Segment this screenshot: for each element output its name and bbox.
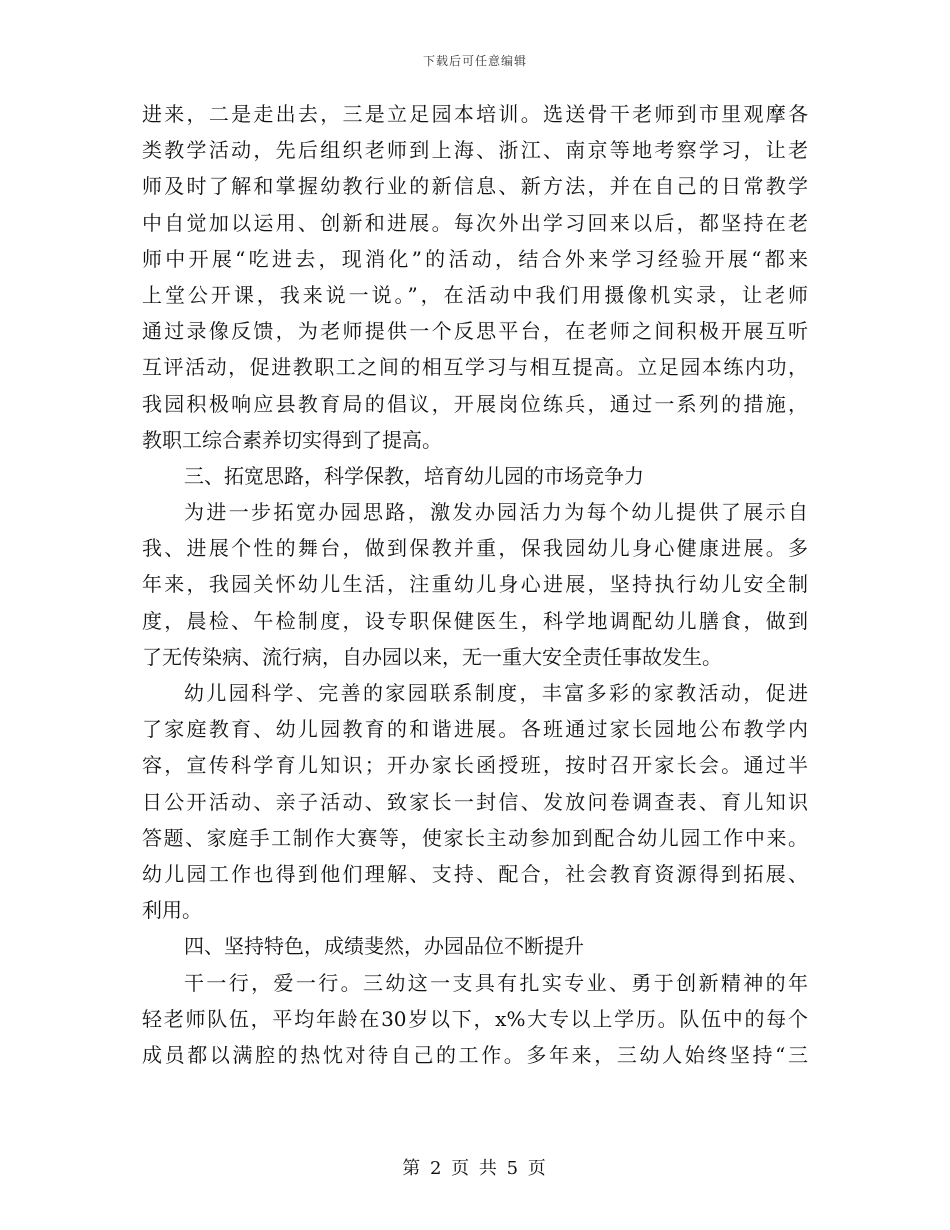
- text-line: 类教学活动，先后组织老师到上海、浙江、南京等地考察学习，让老: [142, 138, 808, 163]
- text-line: 答题、家庭手工制作大赛等，使家长主动参加到配合幼儿园工作中来。: [142, 825, 808, 850]
- document-body: [142, 96, 808, 1073]
- text-line: 上堂公开课，我来说一说。”，在活动中我们用摄像机实录，让老师: [142, 282, 808, 307]
- text-line: 互评活动，促进教职工之间的相互学习与相互提高。立足园本练内功，: [142, 355, 808, 380]
- text-line: 我、进展个性的舞台，做到保教并重，保我园幼儿身心健康进展。多: [142, 536, 808, 561]
- text-line: 师中开展“吃进去，现消化”的活动，结合外来学习经验开展“都来: [142, 246, 808, 271]
- text-line: 幼儿园科学、完善的家园联系制度，丰富多彩的家教活动，促进: [184, 681, 808, 705]
- text-line: 中自觉加以运用、创新和进展。每次外出学习回来以后，都坚持在老: [142, 210, 808, 235]
- text-line: 为进一步拓宽办园思路，激发办园活力为每个幼儿提供了展示自: [184, 500, 808, 525]
- text-line: 容，宣传科学育儿知识；开办家长函授班，按时召开家长会。通过半: [142, 753, 808, 778]
- text-line: 进来，二是走出去，三是立足园本培训。选送骨干老师到市里观摩各: [142, 102, 808, 126]
- text-line: 度，晨检、午检制度，设专职保健医生，科学地调配幼儿膳食，做到: [142, 608, 808, 633]
- section-heading: 四、坚持特色，成绩斐然，办园品位不断提升: [184, 934, 584, 959]
- text-line: 了家庭教育、幼儿园教育的和谐进展。各班通过家长园地公布教学内: [142, 717, 808, 742]
- text-line: 日公开活动、亲子活动、致家长一封信、发放问卷调查表、育儿知识: [142, 789, 808, 814]
- text-line: 年来，我园关怀幼儿生活，注重幼儿身心进展，坚持执行幼儿安全制: [142, 572, 808, 597]
- text-line: 通过录像反馈，为老师提供一个反思平台，在老师之间积极开展互听: [142, 319, 808, 344]
- page-header-note: 下载后可任意编辑: [422, 54, 527, 68]
- text-line: 我园积极响应县教育局的倡议，开展岗位练兵，通过一系列的措施，: [142, 391, 808, 416]
- text-line: 幼儿园工作也得到他们理解、支持、配合，社会教育资源得到拓展、: [142, 861, 808, 886]
- page-number-footer: 第 2 页 共 5 页: [402, 1158, 548, 1179]
- text-line: 干一行，爱一行。三幼这一支具有扎实专业、勇于创新精神的年: [184, 970, 808, 995]
- text-line: 了无传染病、流行病，自办园以来，无一重大安全责任事故发生。: [142, 644, 722, 669]
- text-line: 轻老师队伍，平均年龄在30岁以下，x%大专以上学历。队伍中的每个: [142, 1006, 808, 1031]
- text-line: 师及时了解和掌握幼教行业的新信息、新方法，并在自己的日常教学: [142, 174, 808, 199]
- text-line: 成员都以满腔的热忱对待自己的工作。多年来，三幼人始终坚持“三: [142, 1042, 808, 1067]
- text-line: 利用。: [142, 898, 202, 923]
- section-heading: 三、拓宽思路，科学保教，培育幼儿园的市场竞争力: [184, 463, 644, 488]
- text-line: 教职工综合素养切实得到了提高。: [142, 427, 442, 452]
